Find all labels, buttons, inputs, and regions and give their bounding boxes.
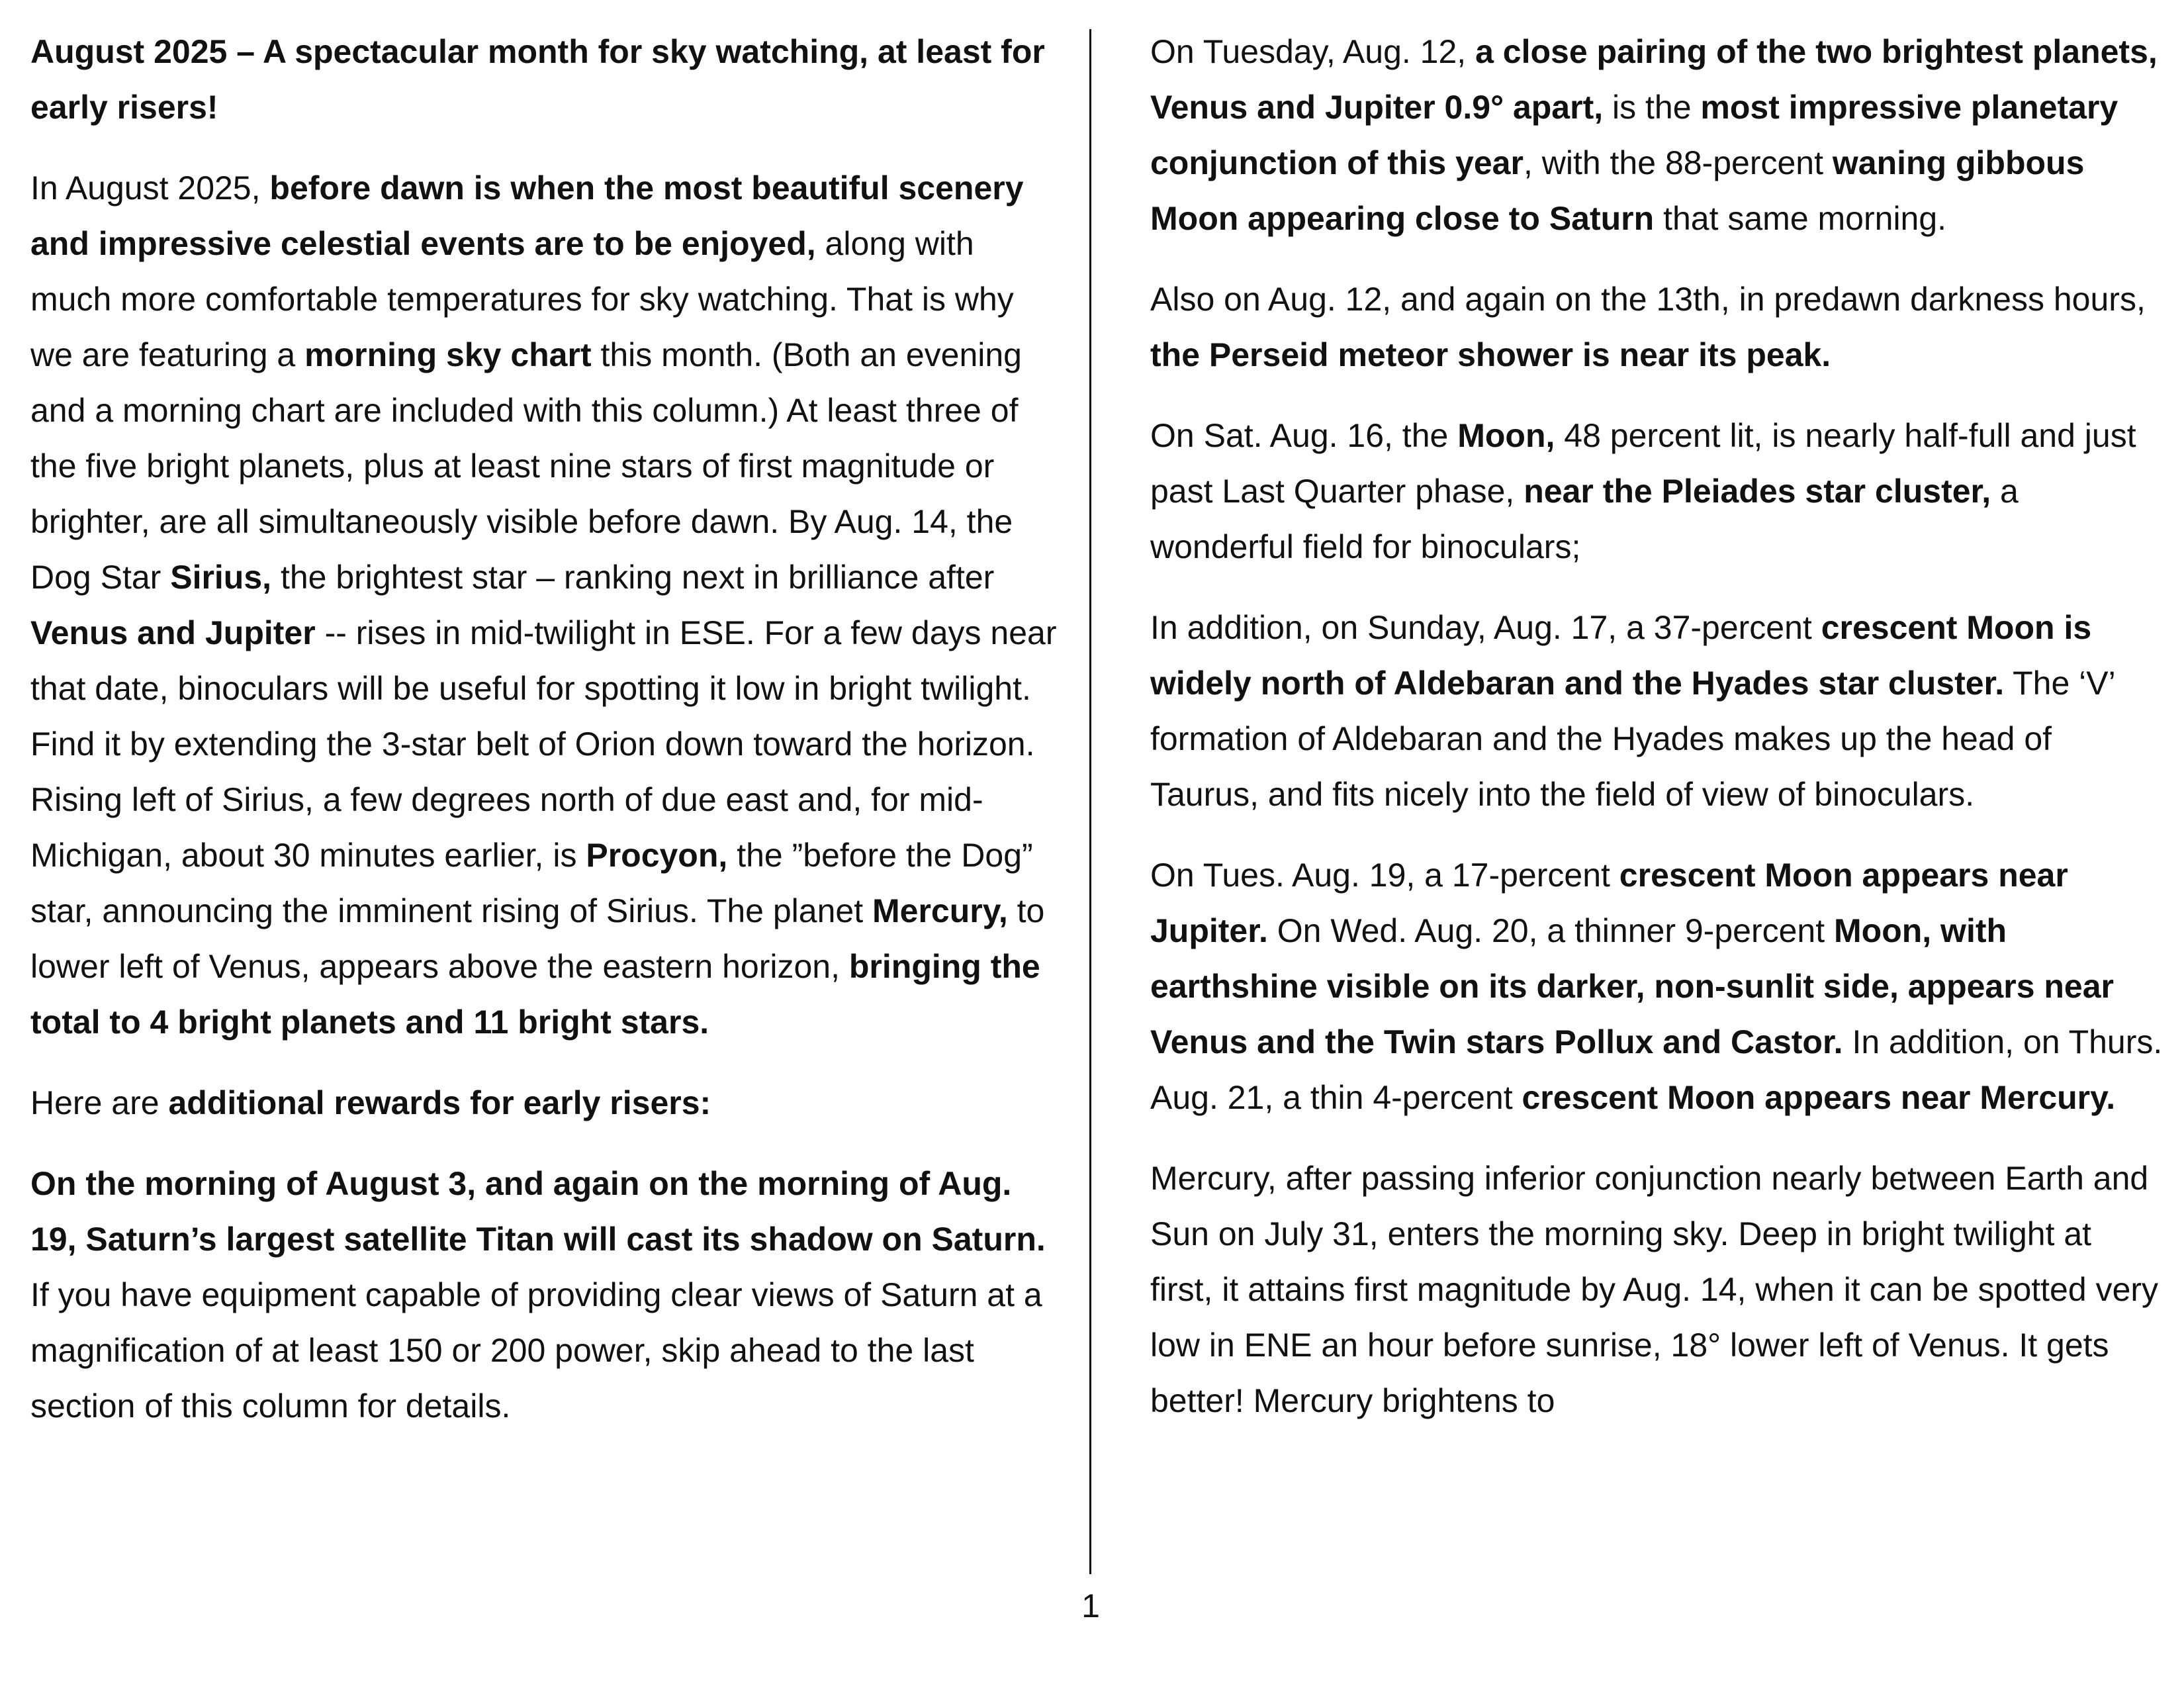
conjunction-text: is the	[1603, 89, 1701, 126]
crescent-bold-text: crescent Moon appears near Mercury.	[1522, 1079, 2116, 1116]
hyades-paragraph	[1150, 600, 2163, 822]
conjunction-bold-text: most impressive planetary conjunction of this year	[1150, 89, 2118, 181]
crescent-bold-text: Moon, with earthshine visible on its darker, non-sunlit side, appears near Venus and the Twin stars Pollux and Castor.	[1150, 912, 2115, 1060]
crescent-text: On Wed. Aug. 20, a thinner 9-percent	[1267, 912, 1834, 949]
rewards-text: Here are	[30, 1084, 169, 1121]
intro-text: to lower left of Venus, appears above the eastern horizon,	[30, 892, 1045, 985]
crescent-paragraph	[1150, 847, 2163, 1125]
rewards-bold-text: additional rewards for early risers:	[168, 1084, 711, 1121]
left-column	[30, 24, 1063, 1459]
conjunction-paragraph	[1150, 24, 2163, 246]
intro-bold-text: Sirius,	[170, 559, 272, 596]
crescent-text: On Tues. Aug. 19, a 17-percent	[1150, 857, 1619, 894]
intro-bold-text: bringing the total to 4 bright planets and 11 bright stars.	[30, 948, 1040, 1041]
pleiades-bold-text: near the Pleiades star cluster,	[1524, 473, 1991, 510]
conjunction-text: that same morning.	[1654, 200, 1947, 237]
crescent-text: In addition, on Thurs. Aug. 21, a thin 4-percent	[1150, 1023, 2163, 1116]
hyades-bold-text: crescent Moon is widely north of Aldebaran and the Hyades star cluster.	[1150, 609, 2092, 702]
intro-text: along with much more comfortable temperatures for sky watching. That is why we are featuring a	[30, 225, 1014, 373]
intro-bold-text: morning sky chart	[304, 336, 592, 373]
mercury-paragraph	[1150, 1150, 2163, 1429]
pleiades-paragraph	[1150, 408, 2163, 575]
perseids-bold-text: the Perseid meteor shower is near its peak.	[1150, 336, 1831, 373]
right-column	[1150, 24, 2163, 1454]
column-divider	[1089, 29, 1091, 1574]
perseids-paragraph	[1150, 271, 2163, 383]
conjunction-bold-text: a close pairing of the two brightest planets, Venus and Jupiter 0.9° apart,	[1150, 33, 2158, 126]
intro-text: In August 2025,	[30, 169, 270, 207]
intro-bold-text: Procyon,	[586, 837, 728, 874]
conjunction-bold-text: waning gibbous Moon appearing close to Saturn	[1150, 144, 2085, 237]
hyades-text: The ‘V’ formation of Aldebaran and the Hyades makes up the head of Taurus, and fits nicely into the field of view of binoculars.	[1150, 665, 2115, 813]
intro-bold-text: Venus and Jupiter	[30, 614, 316, 651]
conjunction-text: , with the 88-percent	[1523, 144, 1833, 181]
intro-text: the brightest star – ranking next in brilliance after	[271, 559, 995, 596]
crescent-bold-text: crescent Moon appears near Jupiter.	[1150, 857, 2068, 949]
intro-text: -- rises in mid-twilight in ESE. For a few days near that date, binoculars will be useful for spotting it low in bright twilight. Find it by extending the 3-star belt of Orion down toward the horizon. Rising left of Sirius, a few degrees north of due east and, for mid-Michigan, about 30 minutes earlier, is	[30, 614, 1057, 874]
titan-paragraph	[30, 1156, 1063, 1434]
article-title: August 2025 – A spectacular month for sky watching, at least for early risers!	[30, 33, 1045, 126]
page-number: 1	[1081, 1587, 1100, 1624]
intro-bold-text: Mercury,	[872, 892, 1008, 929]
pleiades-text: a wonderful field for binoculars;	[1150, 473, 2019, 565]
pleiades-bold-text: Moon,	[1457, 417, 1555, 454]
rewards-paragraph	[30, 1075, 1063, 1131]
intro-text: this month. (Both an evening and a morning chart are included with this column.) At least three of the five bright planets, plus at least nine stars of first magnitude or brighter, are all simultaneously visible before dawn. By Aug. 14, the Dog Star	[30, 336, 1022, 596]
intro-paragraph	[30, 160, 1063, 1050]
titan-text: If you have equipment capable of providing clear views of Saturn at a magnification of at least 150 or 200 power, skip ahead to the last section of this column for details.	[30, 1276, 1042, 1425]
pleiades-text: On Sat. Aug. 16, the	[1150, 417, 1458, 454]
titan-bold-text: On the morning of August 3, and again on the morning of Aug. 19, Saturn’s largest satellite Titan will cast its shadow on Saturn.	[30, 1165, 1046, 1258]
intro-bold-text: before dawn is when the most beautiful scenery and impressive celestial events are to be enjoyed,	[30, 169, 1024, 262]
intro-text: the ”before the Dog” star, announcing the imminent rising of Sirius. The planet	[30, 837, 1033, 929]
pleiades-text: 48 percent lit, is nearly half-full and just past Last Quarter phase,	[1150, 417, 2136, 510]
conjunction-text: On Tuesday, Aug. 12,	[1150, 33, 1476, 70]
perseids-text: Also on Aug. 12, and again on the 13th, in predawn darkness hours,	[1150, 281, 2146, 318]
mercury-text: Mercury, after passing inferior conjunction nearly between Earth and Sun on July 31, enters the morning sky. Deep in bright twilight at first, it attains first magnitude by Aug. 14, when it can be spotted very low in ENE an hour before sunrise, 18° lower left of Venus. It gets better! Mercury brightens to	[1150, 1160, 2159, 1419]
hyades-text: In addition, on Sunday, Aug. 17, a 37-percent	[1150, 609, 1821, 646]
